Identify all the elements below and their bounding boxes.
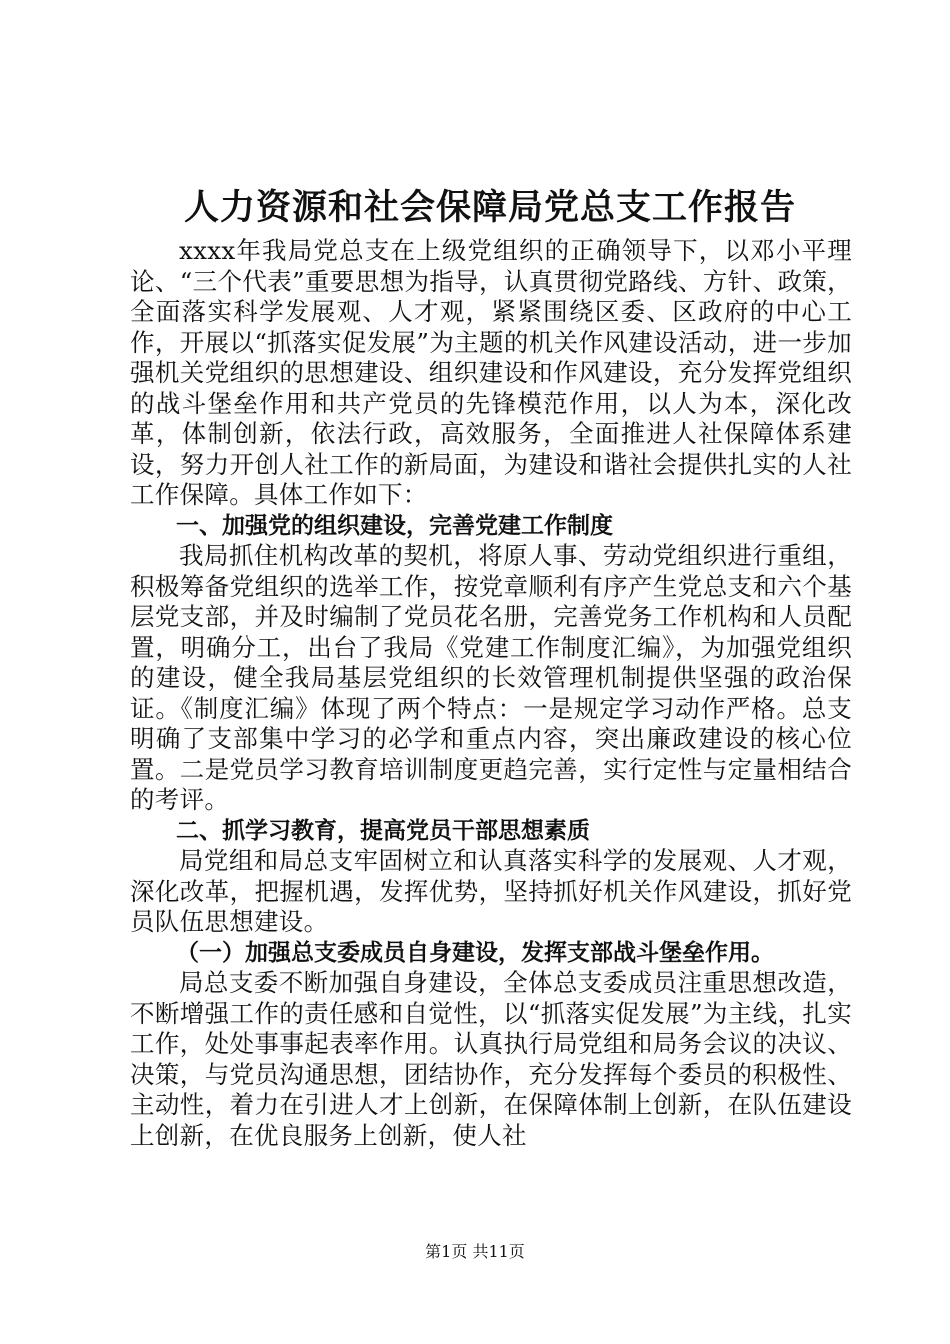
section-heading-2: 二、抓学习教育，提高党员干部思想素质: [176, 817, 590, 844]
subsection-1-paragraph: 局总支委不断加强自身建设，全体总支委成员注重思想改造，不断增强工作的责任感和自觉性，以“抓落实促发展”为主线，扎实工作，处处事事起表率作用。认真执行局党组和局务会议的决议、决策，与党员沟通思想，团结协作，充分发挥每个委员的积极性、主动性，着力在引进人才上创新，在保障体制上创新，在队伍建设上创新，在优良服务上创新，使人社: [130, 968, 853, 1150]
subsection-heading-1: （一）加强总支委成员自身建设，发挥支部战斗堡垒作用。: [176, 939, 774, 966]
section-2-paragraph: 局党组和局总支牢固树立和认真落实科学的发展观、人才观，深化改革，把握机遇，发挥优势，坚持抓好机关作风建设，抓好党员队伍思想建设。: [130, 846, 852, 936]
document-body: [130, 236, 852, 1151]
document-title: 人力资源和社会保障局党总支工作报告: [183, 188, 796, 228]
section-heading-1: 一、加强党的组织建设，完善党建工作制度: [176, 512, 613, 539]
intro-paragraph: xxxx年我局党总支在上级党组织的正确领导下，以邓小平理论、“三个代表”重要思想为指导，认真贯彻党路线、方针、政策，全面落实科学发展观、人才观，紧紧围绕区委、区政府的中心工作，开展以“抓落实促发展”为主题的机关作风建设活动，进一步加强机关党组织的思想建设、组织建设和作风建设，充分发挥党组织的战斗堡垒作用和共产党员的先锋模范作用，以人为本，深化改革，体制创新，依法行政，高效服务，全面推进人社保障体系建设，努力开创人社工作的新局面，为建设和谐社会提供扎实的人社工作保障。具体工作如下：: [130, 236, 852, 509]
section-1-paragraph: 我局抓住机构改革的契机，将原人事、劳动党组织进行重组，积极筹备党组织的选举工作，按党章顺利有序产生党总支和六个基层党支部，并及时编制了党员花名册，完善党务工作机构和人员配置，明确分工，出台了我局《党建工作制度汇编》，为加强党组织的建设，健全我局基层党组织的长效管理机制提供坚强的政治保证。《制度汇编》体现了两个特点：一是规定学习动作严格。总支明确了支部集中学习的必学和重点内容，突出廉政建设的核心位置。二是党员学习教育培训制度更趋完善，实行定性与定量相结合的考评。: [130, 541, 852, 814]
page-number-footer: 第1页 共11页: [425, 1242, 525, 1261]
